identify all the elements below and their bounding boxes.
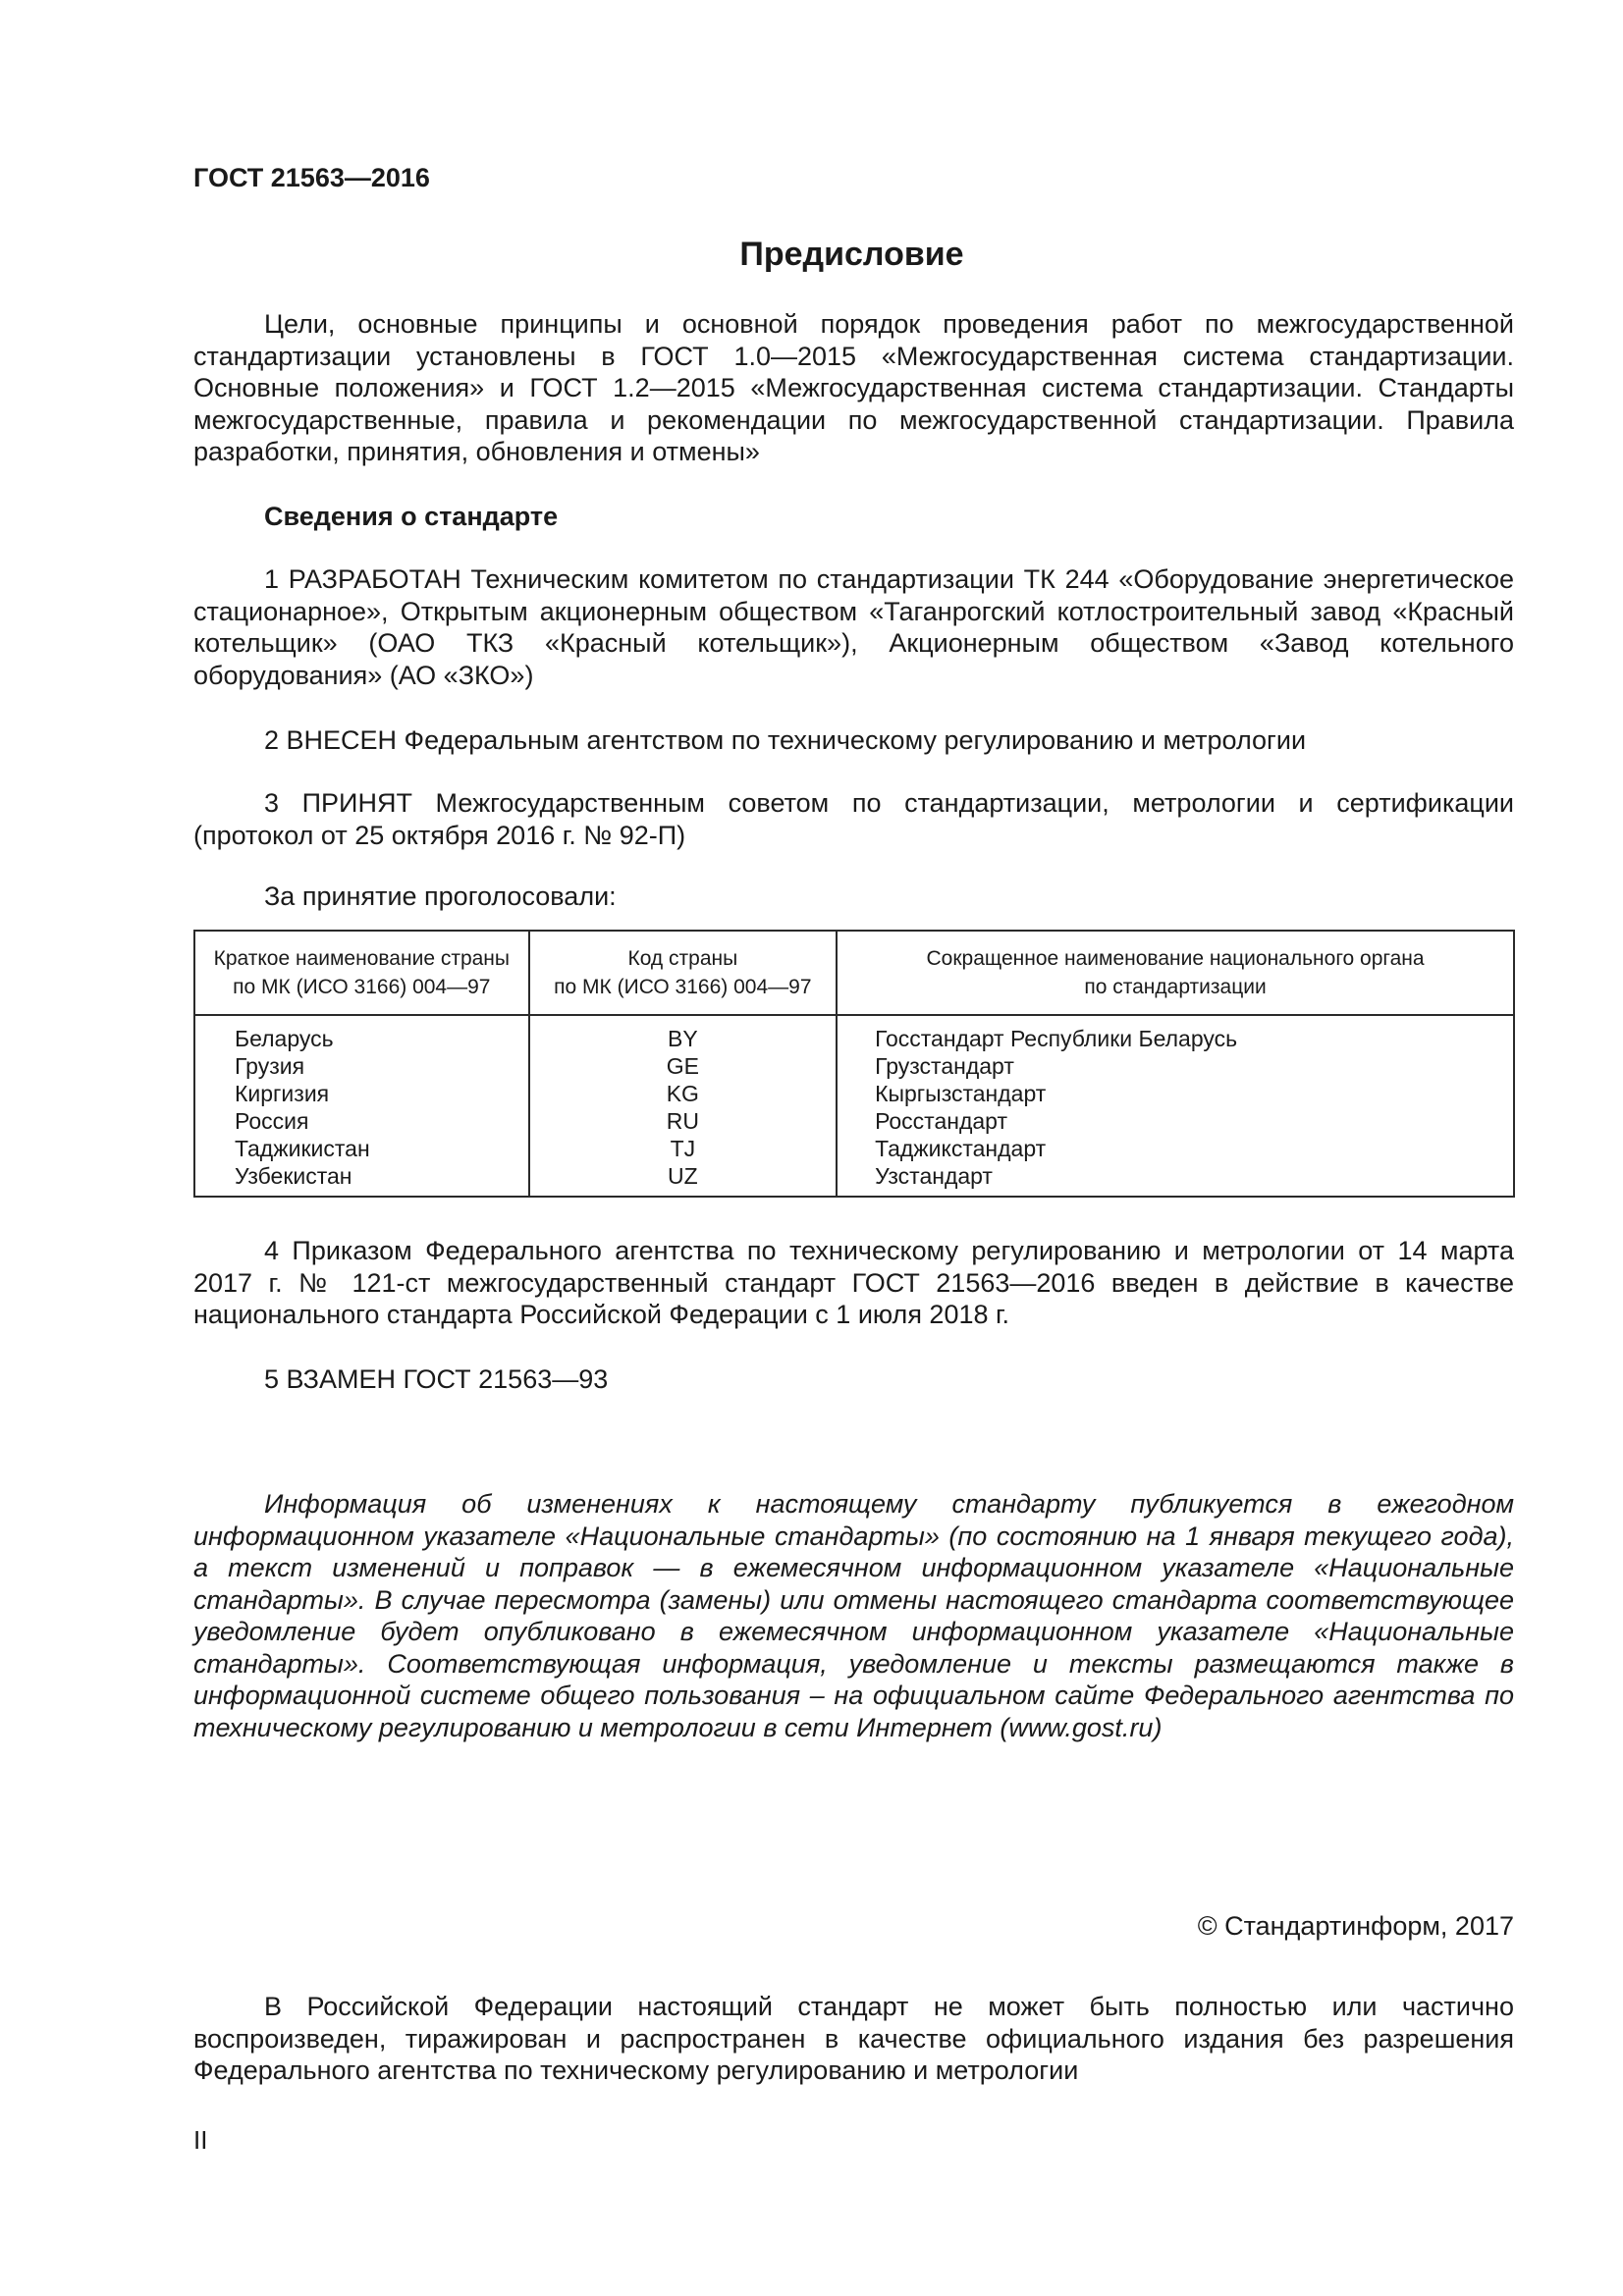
voters-table bbox=[193, 930, 1515, 1198]
country-name: Грузия bbox=[194, 1052, 529, 1080]
country-name: Киргизия bbox=[194, 1080, 529, 1107]
table-row bbox=[194, 1015, 1514, 1052]
legal-notice bbox=[193, 1991, 1514, 2087]
about-heading: Сведения о стандарте bbox=[264, 502, 559, 531]
changes-info-paragraph bbox=[193, 1488, 1514, 1743]
item-2 bbox=[193, 724, 1514, 757]
country-code: BY bbox=[529, 1015, 837, 1052]
header-country-name-line1: Краткое наименование страны bbox=[213, 947, 510, 970]
page-number: II bbox=[193, 2125, 208, 2155]
item-4 bbox=[193, 1235, 1514, 1331]
national-body: Госстандарт Республики Беларусь bbox=[837, 1015, 1514, 1052]
item-1-text: 1 РАЗРАБОТАН Техническим комитетом по стандартизации ТК 244 «Оборудование энергетическое стационарное», Открытым акционерным обществом «Таганрогский котлостроительный завод «Красный котельщик» (ОАО ТКЗ «Красный котельщик»), Акционерным обществом «Завод котельного оборудования» (АО «ЗКО») bbox=[193, 564, 1514, 690]
table-header-row bbox=[194, 931, 1514, 1015]
legal-notice-text: В Российской Федерации настоящий стандарт не может быть полностью или частично воспроизведен, тиражирован и распространен в качестве официального издания без разрешения Федерального агентства по техническому регулированию и метрологии bbox=[193, 1992, 1514, 2085]
header-country-code-line2: по МК (ИСО 3166) 004—97 bbox=[554, 976, 812, 998]
item-5-text: 5 ВЗАМЕН ГОСТ 21563—93 bbox=[264, 1364, 609, 1394]
national-body: Росстандарт bbox=[837, 1107, 1514, 1135]
header-country-code bbox=[529, 931, 837, 1015]
copyright: © Стандартинформ, 2017 bbox=[1197, 1911, 1514, 1941]
country-name: Россия bbox=[194, 1107, 529, 1135]
table-row bbox=[194, 1052, 1514, 1080]
table-row bbox=[194, 1135, 1514, 1162]
item-3-text: 3 ПРИНЯТ Межгосударственным советом по стандартизации, метрологии и сертификации (протокол от 25 октября 2016 г. № 92-П) bbox=[193, 788, 1514, 850]
item-5 bbox=[193, 1363, 1514, 1396]
country-code: RU bbox=[529, 1107, 837, 1135]
intro-text: Цели, основные принципы и основной порядок проведения работ по межгосударственной стандартизации установлены в ГОСТ 1.0—2015 «Межгосударственная система стандартизации. Основные положения» и ГОСТ 1.2—2015 «Межгосударственная система стандартизации. Стандарты межгосударственные, правила и рекомендации по межгосударственной стандартизации. Правила разработки, принятия, обновления и отмены» bbox=[193, 309, 1514, 466]
country-name: Таджикистан bbox=[194, 1135, 529, 1162]
header-country-name-line2: по МК (ИСО 3166) 004—97 bbox=[233, 976, 491, 998]
item-1 bbox=[193, 563, 1514, 691]
header-national-body bbox=[837, 931, 1514, 1015]
table-row bbox=[194, 1162, 1514, 1197]
national-body: Узстандарт bbox=[837, 1162, 1514, 1197]
header-country-code-line1: Код страны bbox=[627, 947, 738, 970]
country-code: UZ bbox=[529, 1162, 837, 1197]
national-body: Грузстандарт bbox=[837, 1052, 1514, 1080]
header-country-name bbox=[194, 931, 529, 1015]
country-code: TJ bbox=[529, 1135, 837, 1162]
table-row bbox=[194, 1080, 1514, 1107]
country-code: GE bbox=[529, 1052, 837, 1080]
header-national-body-line2: по стандартизации bbox=[1084, 976, 1267, 998]
item-2-text: 2 ВНЕСЕН Федеральным агентством по техническому регулированию и метрологии bbox=[264, 725, 1307, 755]
vote-label: За принятие проголосовали: bbox=[264, 881, 617, 911]
header-national-body-line1: Сокращенное наименование национального органа bbox=[926, 947, 1425, 970]
table-row bbox=[194, 1107, 1514, 1135]
national-body: Таджикстандарт bbox=[837, 1135, 1514, 1162]
country-code: KG bbox=[529, 1080, 837, 1107]
country-name: Беларусь bbox=[194, 1015, 529, 1052]
item-4-text: 4 Приказом Федерального агентства по техническому регулированию и метрологии от 14 марта 2017 г. № 121-ст межгосударственный стандарт ГОСТ 21563—2016 введен в действие в качестве национального стандарта Российской Федерации с 1 июля 2018 г. bbox=[193, 1236, 1514, 1329]
item-3 bbox=[193, 787, 1514, 851]
country-name: Узбекистан bbox=[194, 1162, 529, 1197]
changes-info-text: Информация об изменениях к настоящему стандарту публикуется в ежегодном информационном указателе «Национальные стандарты» (по состоянию на 1 января текущего года), а текст изменений и поправок — в ежемесячном информационном указателе «Национальные стандарты». В случае пересмотра (замены) или отмены настоящего стандарта соответствующее уведомление будет опубликовано в ежемесячном информационном указателе «Национальные стандарты». Соответствующая информация, уведомление и тексты размещаются также в информационной системе общего пользования – на официальном сайте Федерального агентства по техническому регулированию и метрологии в сети Интернет (www.gost.ru) bbox=[193, 1489, 1514, 1742]
document-id: ГОСТ 21563—2016 bbox=[193, 163, 430, 192]
intro-paragraph bbox=[193, 308, 1514, 468]
page-title: Предисловие bbox=[739, 236, 964, 273]
national-body: Кыргызстандарт bbox=[837, 1080, 1514, 1107]
